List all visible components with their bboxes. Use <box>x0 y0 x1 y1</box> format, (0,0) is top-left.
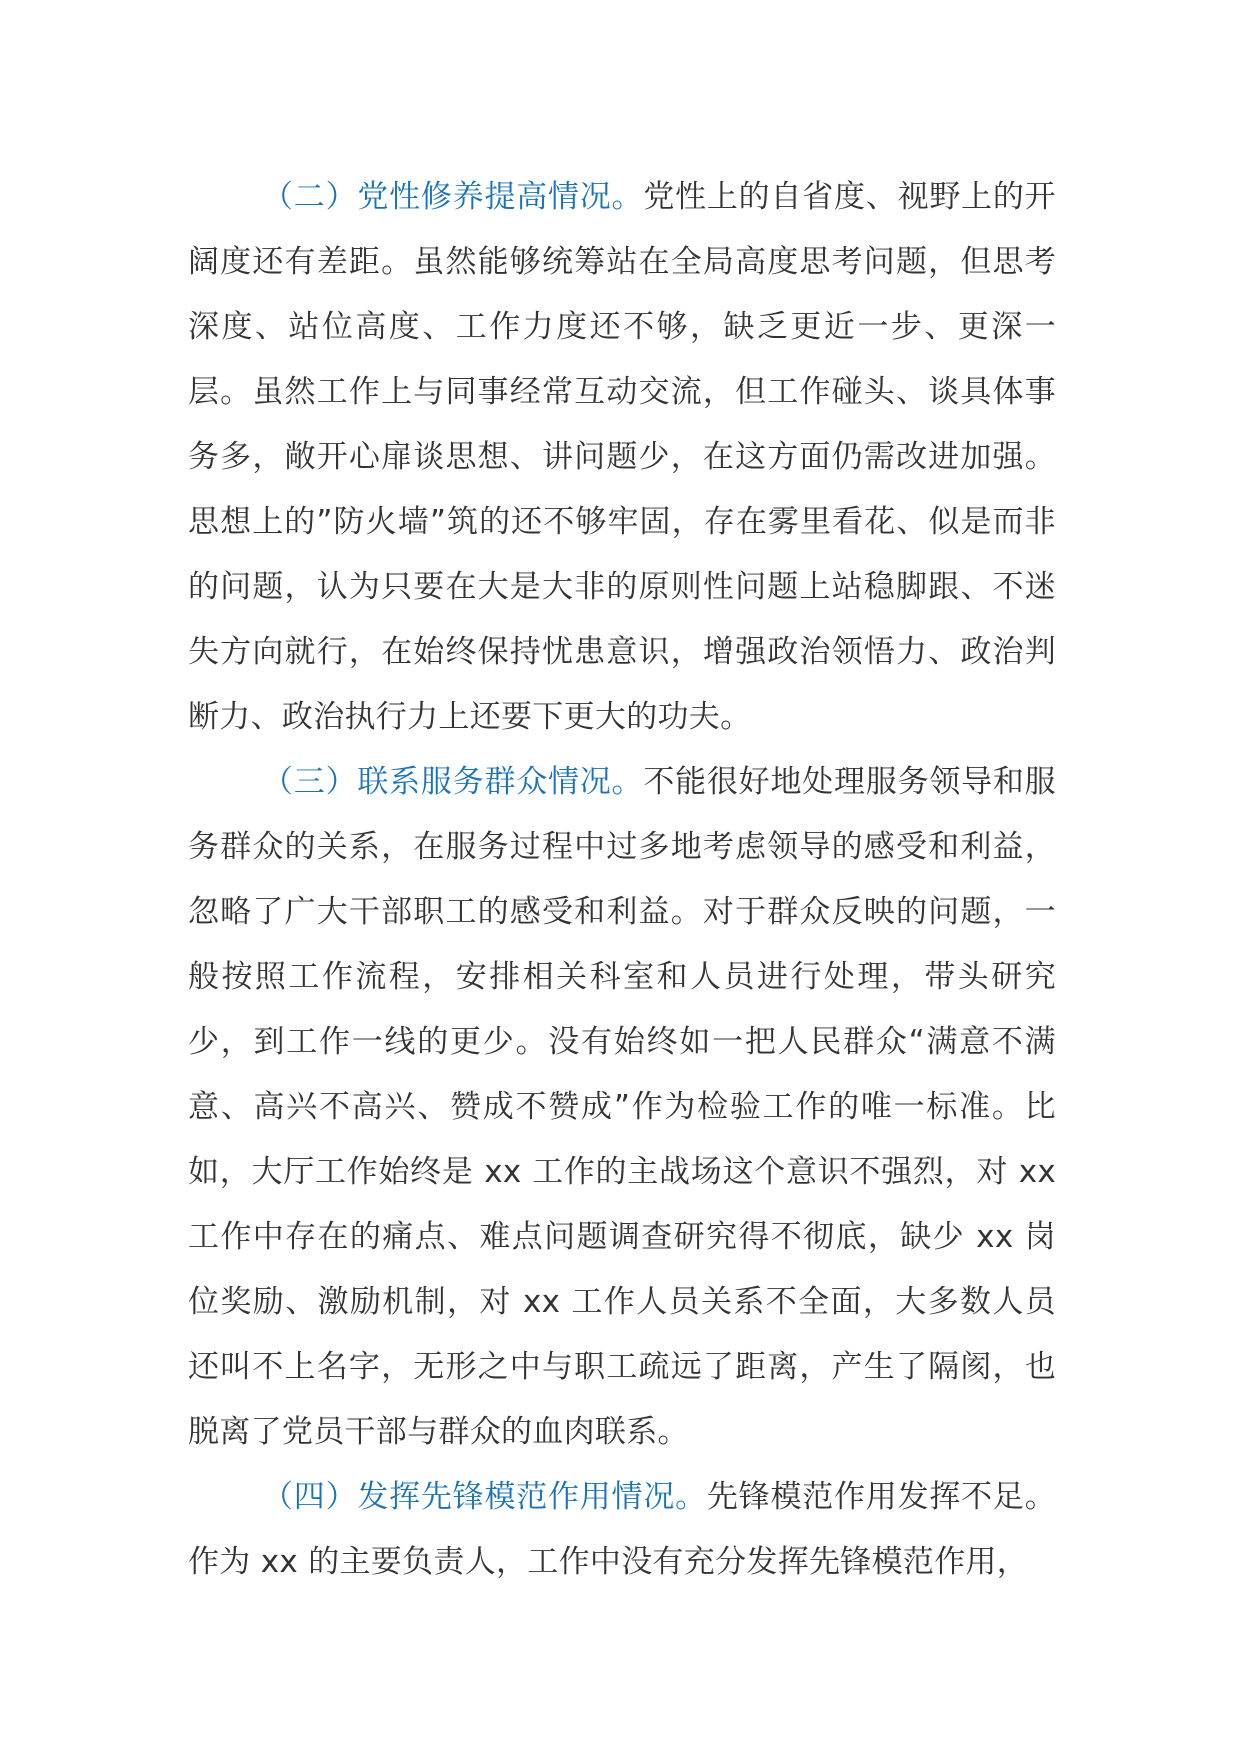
paragraph-text: 党性上的自省度、视野上的开阔度还有差距。虽然能够统筹站在全局高度思考问题，但思考深度、站位高度、工作力度还不够，缺乏更近一步、更深一层。虽然工作上与同事经常互动交流，但工作碰头、谈具体事务多，敞开心扉谈思想、讲问题少，在这方面仍需改进加强。思想上的”防火墙”筑的还不够牢固，存在雾里看花、似是而非的问题，认为只要在大是大非的原则性问题上站稳脚跟、不迷失方向就行，在始终保持忧患意识，增强政治领悟力、政治判断力、政治执行力上还要下更大的功夫。 <box>188 179 1056 735</box>
paragraph-party-spirit <box>188 165 1056 750</box>
paragraph-serving-masses <box>188 750 1056 1465</box>
paragraph-text: 先锋模范作用发挥不足。作为 xx 的主要负责人，工作中没有充分发挥先锋模范作用， <box>188 1479 1056 1580</box>
section-heading: （四）发挥先锋模范作用情况。 <box>262 1479 707 1515</box>
section-heading: （二）党性修养提高情况。 <box>262 179 644 215</box>
paragraph-vanguard-role <box>188 1465 1056 1595</box>
document-page <box>188 165 1056 1595</box>
section-heading: （三）联系服务群众情况。 <box>262 764 644 800</box>
paragraph-text: 不能很好地处理服务领导和服务群众的关系，在服务过程中过多地考虑领导的感受和利益，忽略了广大干部职工的感受和利益。对于群众反映的问题，一般按照工作流程，安排相关科室和人员进行处理，带头研究少，到工作一线的更少。没有始终如一把人民群众“满意不满意、高兴不高兴、赞成不赞成”作为检验工作的唯一标准。比如，大厅工作始终是 xx 工作的主战场这个意识不强烈，对 xx 工作中存在的痛点、难点问题调查研究得不彻底，缺少 xx 岗位奖励、激励机制，对 xx 工作人员关系不全面，大多数人员还叫不上名字，无形之中与职工疏远了距离，产生了隔阂，也脱离了党员干部与群众的血肉联系。 <box>188 764 1056 1450</box>
